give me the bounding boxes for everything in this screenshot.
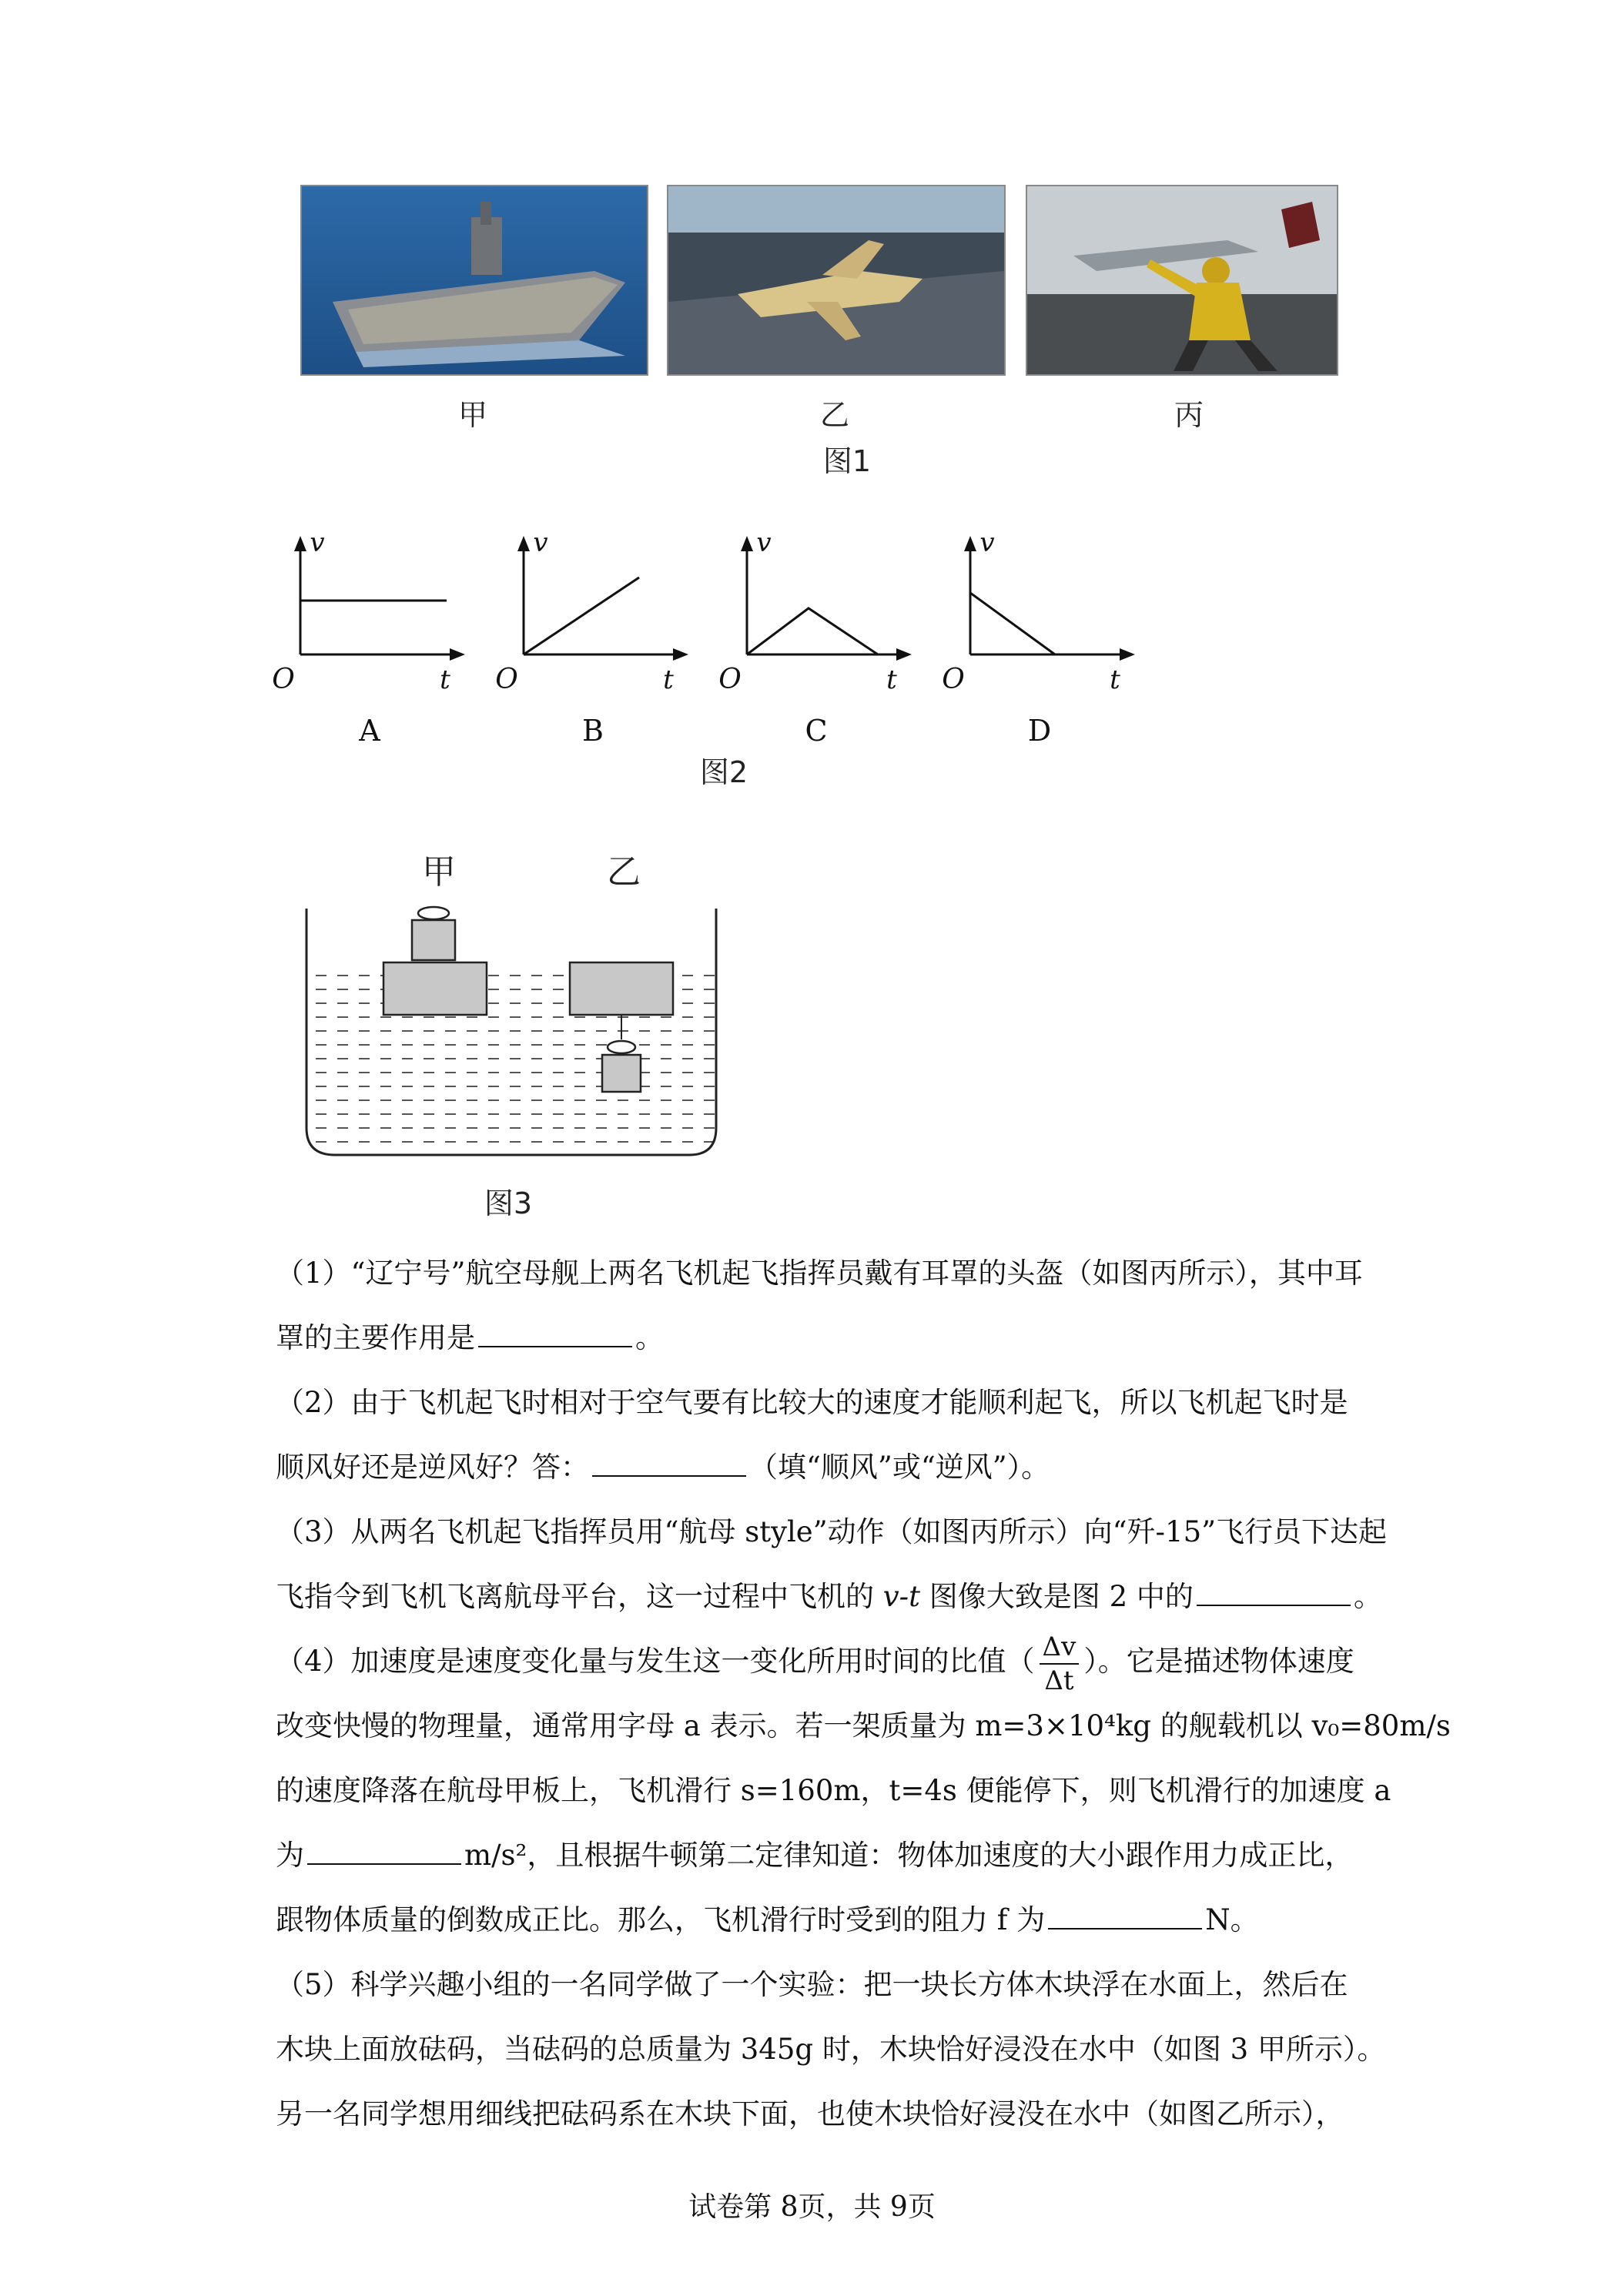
graph-A-t-arrow: [450, 648, 465, 661]
q4-line1-post: ）。它是描述物体速度: [1083, 1645, 1354, 1678]
q2-answer-blank[interactable]: [592, 1452, 746, 1477]
weight-on-top: [412, 920, 455, 960]
graph-A-v-arrow: [294, 536, 306, 551]
graph-D-t-arrow: [1120, 648, 1135, 661]
delta-v-over-delta-t: [1040, 1631, 1080, 1696]
weight-hanging: [602, 1055, 641, 1092]
graph-A-v-label: v: [310, 527, 325, 558]
q1-line1: （1）“辽宁号”航空母舰上两名飞机起飞指挥员戴有耳罩的头盔（如图丙所示），其中耳: [276, 1257, 1363, 1290]
graph-D-letter: D: [1027, 714, 1052, 748]
question-5: [276, 1953, 1386, 2147]
q1-line2-post: 。: [635, 1321, 664, 1354]
q3-answer-blank[interactable]: [1197, 1581, 1351, 1606]
graph-B-t-arrow: [673, 648, 688, 661]
q2-line1: （2）由于飞机起飞时相对于空气要有比较大的速度才能顺利起飞，所以飞机起飞时是: [276, 1386, 1348, 1419]
q4-line4-pre: 为: [276, 1839, 304, 1872]
q3-line2-mid: 图像大致是图 2 中的: [920, 1580, 1194, 1613]
q3-line1: （3）从两名飞机起飞指挥员用“航母 style”动作（如图丙所示）向“歼-15”飞行员下达起: [276, 1515, 1388, 1548]
q4-line1-pre: （4）加速度是速度变化量与发生这一变化所用时间的比值（: [276, 1645, 1035, 1678]
q1-line2-pre: 罩的主要作用是: [276, 1321, 475, 1354]
question-2: [276, 1371, 1369, 1500]
fig1-label-jia: 甲: [457, 398, 487, 432]
question-1: [276, 1241, 1369, 1371]
fig1-label-yi: 乙: [819, 398, 849, 432]
photo-flight-director: [1026, 185, 1338, 376]
q4-line3: 的速度降落在航母甲板上，飞机滑行 s=160m，t=4s 便能停下，则飞机滑行的加速度 a: [276, 1774, 1391, 1807]
graph-B-v-arrow: [517, 536, 530, 551]
graph-C-t-label: t: [886, 664, 897, 695]
q4-acceleration-blank[interactable]: [307, 1840, 461, 1865]
fig3-label-jia: 甲: [422, 852, 456, 892]
frac-numerator: Δv: [1040, 1634, 1080, 1665]
q5-line1: （5）科学兴趣小组的一名同学做了一个实验：把一块长方体木块浮在水面上，然后在: [276, 1968, 1348, 2001]
photo-jet-on-deck: [667, 185, 1006, 376]
graph-B-letter: B: [582, 714, 604, 748]
q2-line2-post: （填“顺风”或“逆风”）。: [749, 1451, 1050, 1484]
question-4: [276, 1629, 1451, 1953]
fig2-graphs: [270, 524, 1163, 755]
fig3-tank-diagram: [293, 885, 739, 1170]
q4-force-blank[interactable]: [1048, 1905, 1202, 1930]
question-3: [276, 1500, 1388, 1629]
q2-line2-pre: 顺风好还是逆风好？答：: [276, 1451, 589, 1484]
graph-C-t-arrow: [896, 648, 912, 661]
graph-D-curve: [970, 593, 1055, 654]
graph-A-origin-label: O: [272, 664, 295, 695]
graph-C-origin-label: O: [718, 664, 742, 695]
graph-C-v-arrow: [741, 536, 753, 551]
q1-answer-blank[interactable]: [478, 1323, 632, 1347]
q5-line3: 另一名同学想用细线把砝码系在木块下面，也使木块恰好浸没在水中（如图乙所示），: [276, 2097, 1344, 2130]
graph-B-origin-label: O: [495, 664, 518, 695]
photo-aircraft-carrier: [300, 185, 648, 376]
q5-line2: 木块上面放砝码，当砝码的总质量为 345g 时，木块恰好浸没在水中（如图 3 甲所示）。: [276, 2033, 1386, 2066]
page-footer: 试卷第 8页，共 9页: [688, 2191, 936, 2223]
graph-B-v-label: v: [533, 527, 548, 558]
graph-A-t-label: t: [440, 664, 450, 695]
q3-line2-post: 。: [1353, 1580, 1382, 1613]
block-jia: [383, 962, 487, 1015]
graph-C-letter: C: [805, 714, 828, 748]
graph-B-curve: [524, 577, 639, 654]
graph-B-t-label: t: [663, 664, 674, 695]
graph-D-v-arrow: [964, 536, 976, 551]
block-yi: [570, 962, 673, 1015]
fig2-caption: 图2: [699, 755, 748, 789]
q4-line5-pre: 跟物体质量的倒数成正比。那么，飞机滑行时受到的阻力 f 为: [276, 1903, 1046, 1936]
fig3-caption: 图3: [484, 1186, 533, 1220]
graph-C-curve: [747, 608, 878, 654]
fig3-label-yi: 乙: [607, 852, 641, 892]
frac-denominator: Δt: [1044, 1665, 1074, 1696]
q4-line5-post: N。: [1205, 1903, 1259, 1936]
graph-D-v-label: v: [979, 527, 995, 558]
q3-vt: v-t: [882, 1580, 921, 1613]
graph-D-t-label: t: [1110, 664, 1120, 695]
graph-D-origin-label: O: [942, 664, 965, 695]
q4-line4-post: m/s²，且根据牛顿第二定律知道：物体加速度的大小跟作用力成正比，: [464, 1839, 1354, 1872]
graph-A-letter: A: [359, 714, 380, 748]
q3-line2-pre: 飞指令到飞机飞离航母平台，这一过程中飞机的: [276, 1580, 883, 1613]
fig1-label-bing: 丙: [1174, 398, 1204, 432]
fig1-caption: 图1: [822, 444, 872, 478]
graph-C-v-label: v: [756, 527, 772, 558]
q4-line2: 改变快慢的物理量，通常用字母 a 表示。若一架质量为 m=3×10⁴kg 的舰载机以 v₀=80m/s: [276, 1709, 1451, 1742]
